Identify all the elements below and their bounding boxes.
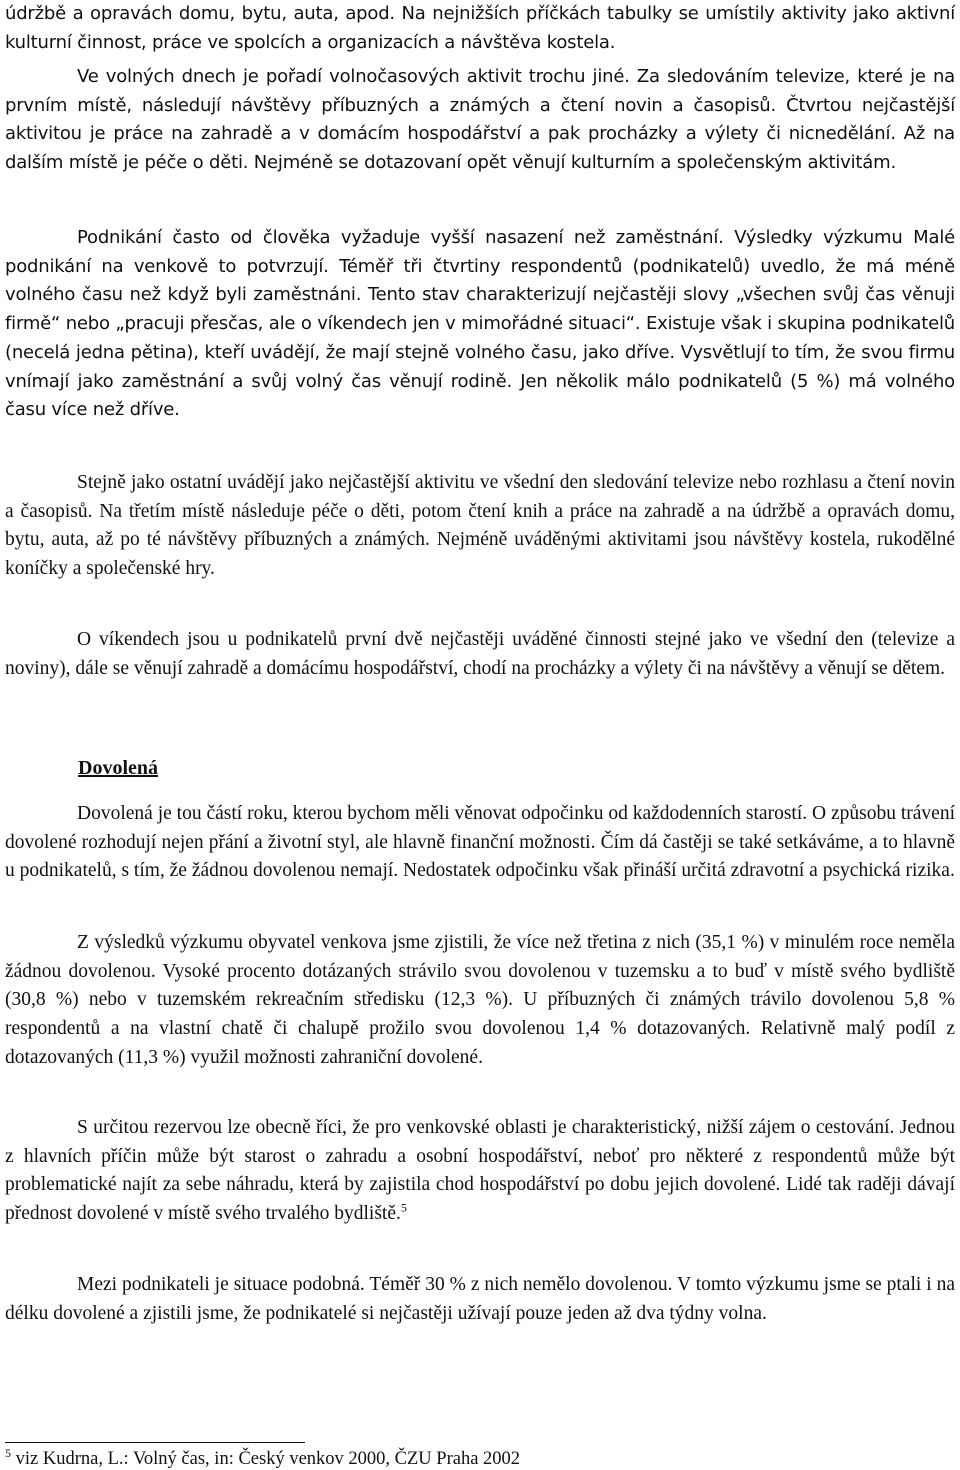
paragraph-weekend-activities: [5, 626, 955, 683]
paragraph-free-days: [5, 63, 955, 178]
paragraph-free-days-text: Ve volných dnech je pořadí volnočasových aktivit trochu jiné. Za sledováním televize, které je na prvním místě, následují návštěvy příbuzných a známých a čtení novin a časopisů. Čtvrtou nejčastější aktivitou je práce na zahradě a v domácím hospodářství a pak procházky a výlety či nicnedělání. Až na dalším místě je péče o děti. Nejméně se dotazovaní opět věnují kulturním a společenským aktivitám.: [5, 66, 955, 174]
paragraph-weekday-activities-text: Stejně jako ostatní uvádějí jako nejčastější aktivitu ve všední den sledování televize nebo rozhlasu a čtení novin a časopisů. Na třetím místě následuje péče o děti, potom čtení knih a práce na zahradě a na údržbě a opravách domu, bytu, auta, až po té návštěvy příbuzných a známých. Nejméně uváděnými aktivitami jsou návštěvy kostela, rukodělné koníčky a společenské hry.: [5, 472, 955, 580]
footnote-text: viz Kudrna, L.: Volný čas, in: Český venkov 2000, ČZU Praha 2002: [11, 1449, 521, 1469]
paragraph-travel-interest: [5, 1114, 955, 1229]
paragraph-vacation-intro: [5, 800, 955, 886]
paragraph-entrepreneurs-time: [5, 224, 955, 425]
footnote-separator: [5, 1442, 305, 1443]
footnote: [5, 1445, 521, 1470]
paragraph-travel-interest-text: S určitou rezervou lze obecně říci, že pro venkovské oblasti je charakteristický, nižší zájem o cestování. Jednou z hlavních příčin může být starost o zahradu a osobní hospodářství, neboť pro některé z respondentů může být problematické najít za sebe náhradu, která by zajistila chod hospodářství po dobu jejich dovolené. Lidé tak raději dávají přednost dovolené v místě svého trvalého bydliště.: [5, 1117, 955, 1225]
footnote-reference[interactable]: 5: [400, 1200, 407, 1215]
paragraph-carryover: údržbě a opravách domu, bytu, auta, apod. Na nejnižších příčkách tabulky se umístily aktivity jako aktivní kulturní činnost, práce ve spolcích a organizacích a návštěva kostela.: [5, 3, 955, 53]
paragraph-weekday-activities: [5, 469, 955, 584]
paragraph-vacation-results: [5, 929, 955, 1073]
paragraph-entrepreneurs-time-text: Podnikání často od člověka vyžaduje vyšší nasazení než zaměstnání. Výsledky výzkumu Malé podnikání na venkově to potvrzují. Téměř tři čtvrtiny respondentů (podnikatelů) uvedlo, že má méně volného času než když byli zaměstnáni. Tento stav charakterizují nejčastěji slovy „všechen svůj čas věnuji firmě“ nebo „pracuji přesčas, ale o víkendech jen v mimořádné situaci“. Existuje však i skupina podnikatelů (necelá jedna pětina), kteří uvádějí, že mají stejně volného času, jako dříve. Vysvětlují to tím, že svou firmu vnímají jako zaměstnání a svůj volný čas věnují rodině. Jen několik málo podnikatelů (5 %) má volného času více než dříve.: [5, 227, 955, 421]
paragraph-vacation-results-text: Z výsledků výzkumu obyvatel venkova jsme zjistili, že více než třetina z nich (35,1 %) v minulém roce neměla žádnou dovolenou. Vysoké procento dotázaných strávilo svou dovolenou v tuzemsku a to buď v místě svého bydliště (30,8 %) nebo v tuzemském rekreačním středisku (12,3 %). U příbuzných či známých trávilo dovolenou 5,8 % respondentů a na vlastní chatě či chalupě prožilo svou dovolenou 1,4 % dotazovaných. Relativně malý podíl z dotazovaných (11,3 %) využil možnosti zahraniční dovolené.: [5, 932, 955, 1068]
paragraph-entrepreneurs-vacation-text: Mezi podnikateli je situace podobná. Téměř 30 % z nich nemělo dovolenou. V tomto výzkumu jsme se ptali i na délku dovolené a zjistili jsme, že podnikatelé si nejčastěji užívají pouze jeden až dva týdny volna.: [5, 1274, 955, 1324]
section-heading-dovolena: Dovolená: [78, 757, 158, 779]
paragraph-vacation-intro-text: Dovolená je tou částí roku, kterou bychom měli věnovat odpočinku od každodenních starostí. O způsobu trávení dovolené rozhodují nejen přání a životní styl, ale hlavně finanční možnosti. Čím dá častěji se také setkáváme, a to hlavně u podnikatelů, s tím, že žádnou dovolenou nemají. Nedostatek odpočinku však přináší určitá zdravotní a psychická rizika.: [5, 803, 955, 882]
paragraph-weekend-activities-text: O víkendech jsou u podnikatelů první dvě nejčastěji uváděné činnosti stejné jako ve všední den (televize a noviny), dále se věnují zahradě a domácímu hospodářství, chodí na procházky a výlety či na návštěvy a věnují se dětem.: [5, 629, 955, 679]
footnote-marker: 5: [5, 1445, 11, 1460]
paragraph-entrepreneurs-vacation: [5, 1271, 955, 1328]
